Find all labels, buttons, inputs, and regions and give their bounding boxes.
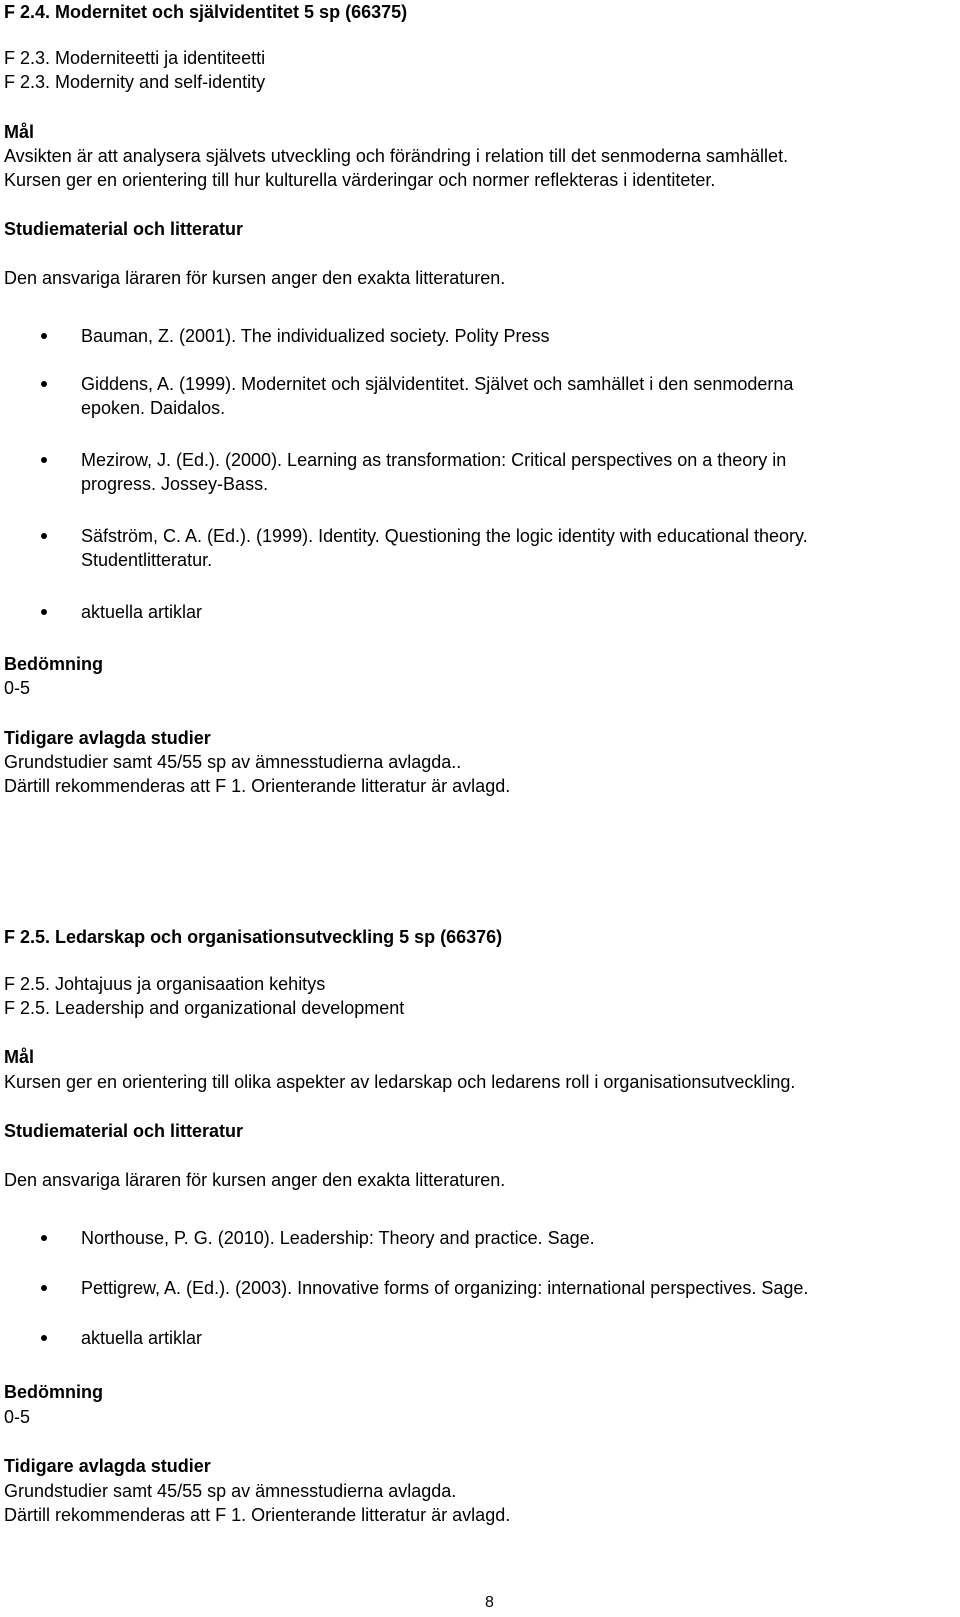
course-heading: F 2.5. Ledarskap och organisationsutveckling 5 sp (66376) <box>4 927 503 947</box>
course-title-english: F 2.3. Modernity and self-identity <box>4 72 266 92</box>
literature-item: aktuella artiklar <box>81 602 203 622</box>
prior-studies-line: Grundstudier samt 45/55 sp av ämnesstudierna avlagda.. <box>4 752 462 772</box>
material-heading: Studiematerial och litteratur <box>4 1121 244 1141</box>
bullet-icon <box>41 1285 47 1291</box>
prior-studies-heading: Tidigare avlagda studier <box>4 1456 211 1476</box>
goal-text-line: Kursen ger en orientering till olika aspekter av ledarskap och ledarens roll i organisationsutveckling. <box>4 1072 796 1092</box>
assessment-heading: Bedömning <box>4 654 103 674</box>
literature-item-continued: Studentlitteratur. <box>81 550 213 570</box>
goal-text-line: Avsikten är att analysera självets utveckling och förändring i relation till det senmoderna samhället. <box>4 146 789 166</box>
course-title-finnish: F 2.3. Moderniteetti ja identiteetti <box>4 48 266 68</box>
page-number: 8 <box>485 1594 494 1611</box>
course-title-english: F 2.5. Leadership and organizational development <box>4 998 405 1018</box>
bullet-icon <box>41 1335 47 1341</box>
literature-item: Bauman, Z. (2001). The individualized society. Polity Press <box>81 326 550 346</box>
literature-item: aktuella artiklar <box>81 1328 203 1348</box>
goal-text-line: Kursen ger en orientering till hur kulturella värderingar och normer reflekteras i identiteter. <box>4 170 716 190</box>
literature-item: Northouse, P. G. (2010). Leadership: Theory and practice. Sage. <box>81 1228 595 1248</box>
literature-item-continued: progress. Jossey-Bass. <box>81 474 269 494</box>
prior-studies-line: Därtill rekommenderas att F 1. Orienterande litteratur är avlagd. <box>4 776 511 796</box>
prior-studies-heading: Tidigare avlagda studier <box>4 728 211 748</box>
bullet-icon <box>41 1235 47 1241</box>
bullet-icon <box>41 333 47 339</box>
course-title-finnish: F 2.5. Johtajuus ja organisaation kehitys <box>4 974 326 994</box>
material-heading: Studiematerial och litteratur <box>4 219 244 239</box>
bullet-icon <box>41 533 47 539</box>
assessment-heading: Bedömning <box>4 1382 103 1402</box>
bullet-icon <box>41 457 47 463</box>
bullet-icon <box>41 381 47 387</box>
bullet-icon <box>41 609 47 615</box>
literature-item: Pettigrew, A. (Ed.). (2003). Innovative forms of organizing: international perspectives. Sage. <box>81 1278 809 1298</box>
course-heading: F 2.4. Modernitet och självidentitet 5 sp (66375) <box>4 2 408 22</box>
goal-heading: Mål <box>4 122 35 142</box>
literature-item: Giddens, A. (1999). Modernitet och självidentitet. Självet och samhället i den senmoderna <box>81 374 794 394</box>
prior-studies-line: Därtill rekommenderas att F 1. Orienterande litteratur är avlagd. <box>4 1505 511 1525</box>
material-intro: Den ansvariga läraren för kursen anger den exakta litteraturen. <box>4 1170 506 1190</box>
literature-item-continued: epoken. Daidalos. <box>81 398 226 418</box>
literature-item: Säfström, C. A. (Ed.). (1999). Identity. Questioning the logic identity with educational theory. <box>81 526 808 546</box>
prior-studies-line: Grundstudier samt 45/55 sp av ämnesstudierna avlagda. <box>4 1481 457 1501</box>
assessment-value: 0-5 <box>4 678 31 698</box>
material-intro: Den ansvariga läraren för kursen anger den exakta litteraturen. <box>4 268 506 288</box>
goal-heading: Mål <box>4 1047 35 1067</box>
literature-item: Mezirow, J. (Ed.). (2000). Learning as transformation: Critical perspectives on a theory in <box>81 450 787 470</box>
assessment-value: 0-5 <box>4 1407 31 1427</box>
